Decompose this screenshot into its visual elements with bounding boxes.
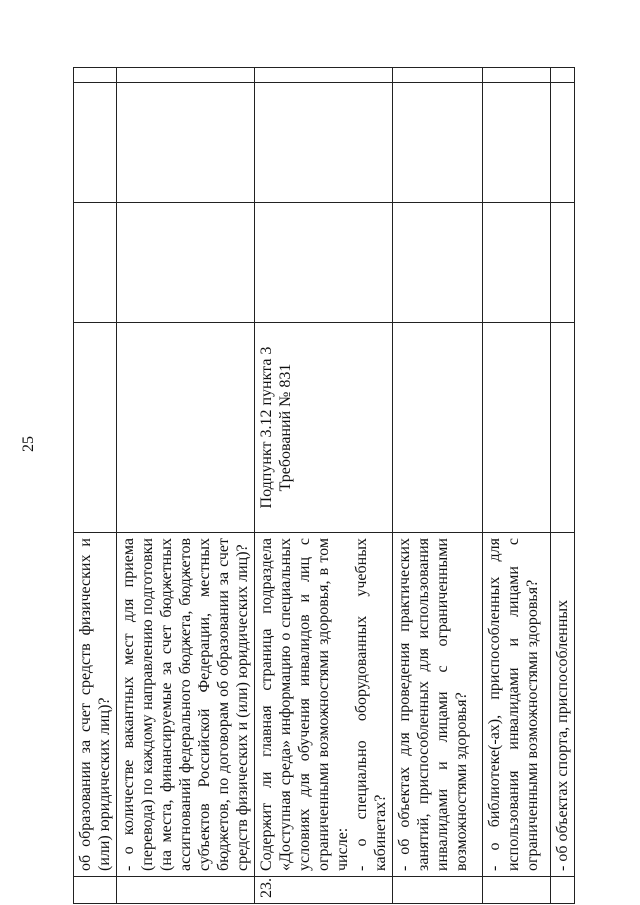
page-number: 25 [20, 436, 37, 452]
answer-cell [255, 68, 393, 83]
reference-cell: Подпункт 3.12 пункта 3 Требований № 831 [255, 323, 393, 533]
row-number [393, 877, 483, 904]
answer-cell [74, 83, 117, 203]
answer-cell [483, 203, 551, 323]
question-text: - об объектах спорта, приспособленных [551, 533, 575, 877]
answer-cell [74, 203, 117, 323]
question-text: - о библиотеке(-ах), приспособленных для использования инвалидами и лицами с ограниченными возможностями здоровья? [483, 533, 551, 877]
reference-cell [483, 323, 551, 533]
answer-cell [551, 83, 575, 203]
answer-cell [255, 83, 393, 203]
question-text: Содержит ли главная страница подраздела «Доступная среда» информацию о специальных условиях для обучения инвалидов и лиц с ограниченными возможностями здоровья, в том числе: - о специально оборудованных учебных кабинетах? [255, 533, 393, 877]
row-number [117, 877, 255, 904]
table-row [393, 68, 483, 904]
table-row [483, 68, 551, 904]
answer-cell [117, 68, 255, 83]
row-number [74, 877, 117, 904]
reference-cell [117, 323, 255, 533]
answer-cell [117, 83, 255, 203]
answer-cell [483, 68, 551, 83]
table-row [255, 68, 393, 904]
answer-cell [255, 203, 393, 323]
row-number [551, 877, 575, 904]
answer-cell [393, 203, 483, 323]
table-row [551, 68, 575, 904]
question-text: об образовании за счет средств физических и (или) юридических лиц)? [74, 533, 117, 877]
question-text: - об объектах для проведения практических занятий, приспособленных для использования инвалидами и лицами с ограниченными возможностями здоровья? [393, 533, 483, 877]
reference-cell [393, 323, 483, 533]
answer-cell [393, 68, 483, 83]
reference-cell [551, 323, 575, 533]
answer-cell [551, 68, 575, 83]
question-text: - о количестве вакантных мест для приема (перевода) по каждому направлению подготовки (на места, финансируемые за счет бюджетных ассигнований федерального бюджета, бюджетов субъектов Российской Федерации, местных бюджетов, по договорам об образовании за счет средств физических и (или) юридических лиц)? [117, 533, 255, 877]
row-number: 23. [255, 877, 393, 904]
row-number [483, 877, 551, 904]
answer-cell [74, 68, 117, 83]
table-row [74, 68, 117, 904]
table-row [117, 68, 255, 904]
answer-cell [117, 203, 255, 323]
answer-cell [551, 203, 575, 323]
reference-cell [74, 323, 117, 533]
answer-cell [393, 83, 483, 203]
rotated-table-container [73, 68, 571, 904]
checklist-table [73, 67, 575, 904]
answer-cell [483, 83, 551, 203]
